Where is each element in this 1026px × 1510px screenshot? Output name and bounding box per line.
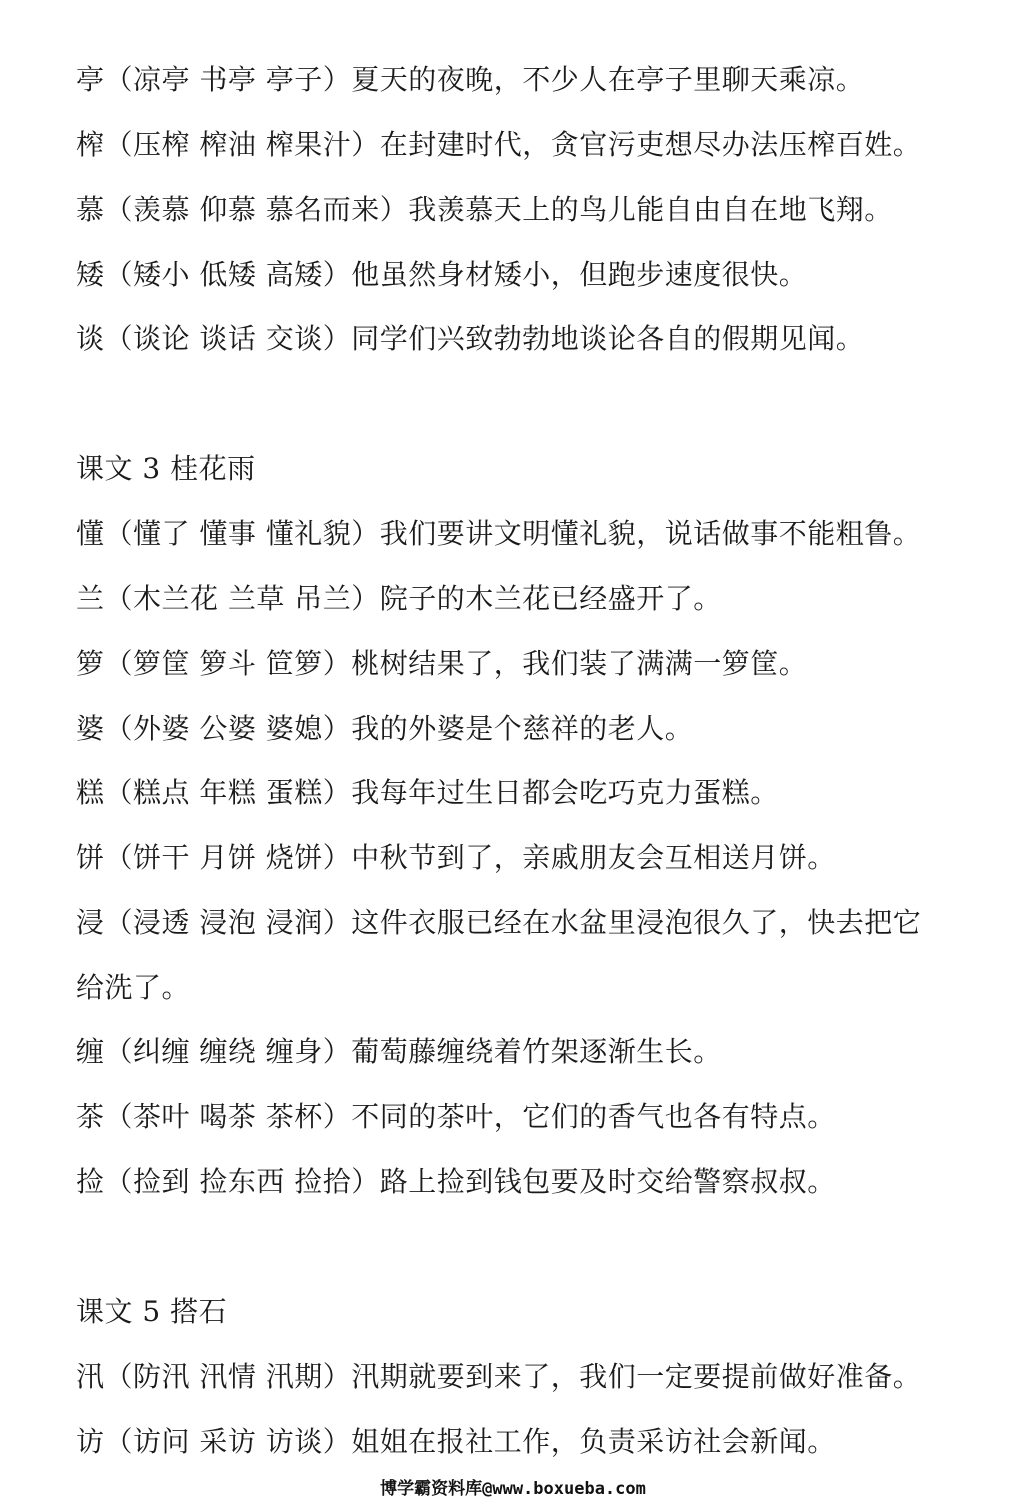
vocab-line: 浸（浸透 浸泡 浸润）这件衣服已经在水盆里浸泡很久了，快去把它 [76,906,922,939]
vocab-line: 箩（箩筐 箩斗 笸箩）桃树结果了，我们装了满满一箩筐。 [76,647,808,680]
vocab-line: 捡（捡到 捡东西 捡拾）路上捡到钱包要及时交给警察叔叔。 [76,1165,836,1198]
vocab-line: 婆（外婆 公婆 婆媳）我的外婆是个慈祥的老人。 [76,712,694,745]
vocab-line: 慕（羡慕 仰慕 慕名而来）我羡慕天上的鸟儿能自由自在地飞翔。 [76,193,893,226]
vocab-line: 懂（懂了 懂事 懂礼貌）我们要讲文明懂礼貌，说话做事不能粗鲁。 [76,517,922,550]
vocab-line: 缠（纠缠 缠绕 缠身）葡萄藤缠绕着竹架逐渐生长。 [76,1035,722,1068]
vocab-line: 矮（矮小 低矮 高矮）他虽然身材矮小，但跑步速度很快。 [76,258,808,291]
lesson-heading: 课文 5 搭石 [76,1295,228,1328]
vocab-line: 饼（饼干 月饼 烧饼）中秋节到了，亲戚朋友会互相送月饼。 [76,841,836,874]
vocab-line: 亭（凉亭 书亭 亭子）夏天的夜晚，不少人在亭子里聊天乘凉。 [76,63,865,96]
vocab-line: 谈（谈论 谈话 交谈）同学们兴致勃勃地谈论各自的假期见闻。 [76,322,865,355]
vocab-line: 榨（压榨 榨油 榨果汁）在封建时代，贪官污吏想尽办法压榨百姓。 [76,128,922,161]
vocab-line: 糕（糕点 年糕 蛋糕）我每年过生日都会吃巧克力蛋糕。 [76,776,779,809]
vocab-line: 茶（茶叶 喝茶 茶杯）不同的茶叶，它们的香气也各有特点。 [76,1100,836,1133]
vocab-line: 兰（木兰花 兰草 吊兰）院子的木兰花已经盛开了。 [76,582,722,615]
footer-watermark: 博学霸资料库@www.boxueba.com [380,1479,646,1499]
vocab-line-continuation: 给洗了。 [76,971,191,1004]
lesson-heading: 课文 3 桂花雨 [76,452,256,485]
vocab-line: 汛（防汛 汛情 汛期）汛期就要到来了，我们一定要提前做好准备。 [76,1360,922,1393]
vocab-line: 访（访问 采访 访谈）姐姐在报社工作，负责采访社会新闻。 [76,1425,836,1458]
